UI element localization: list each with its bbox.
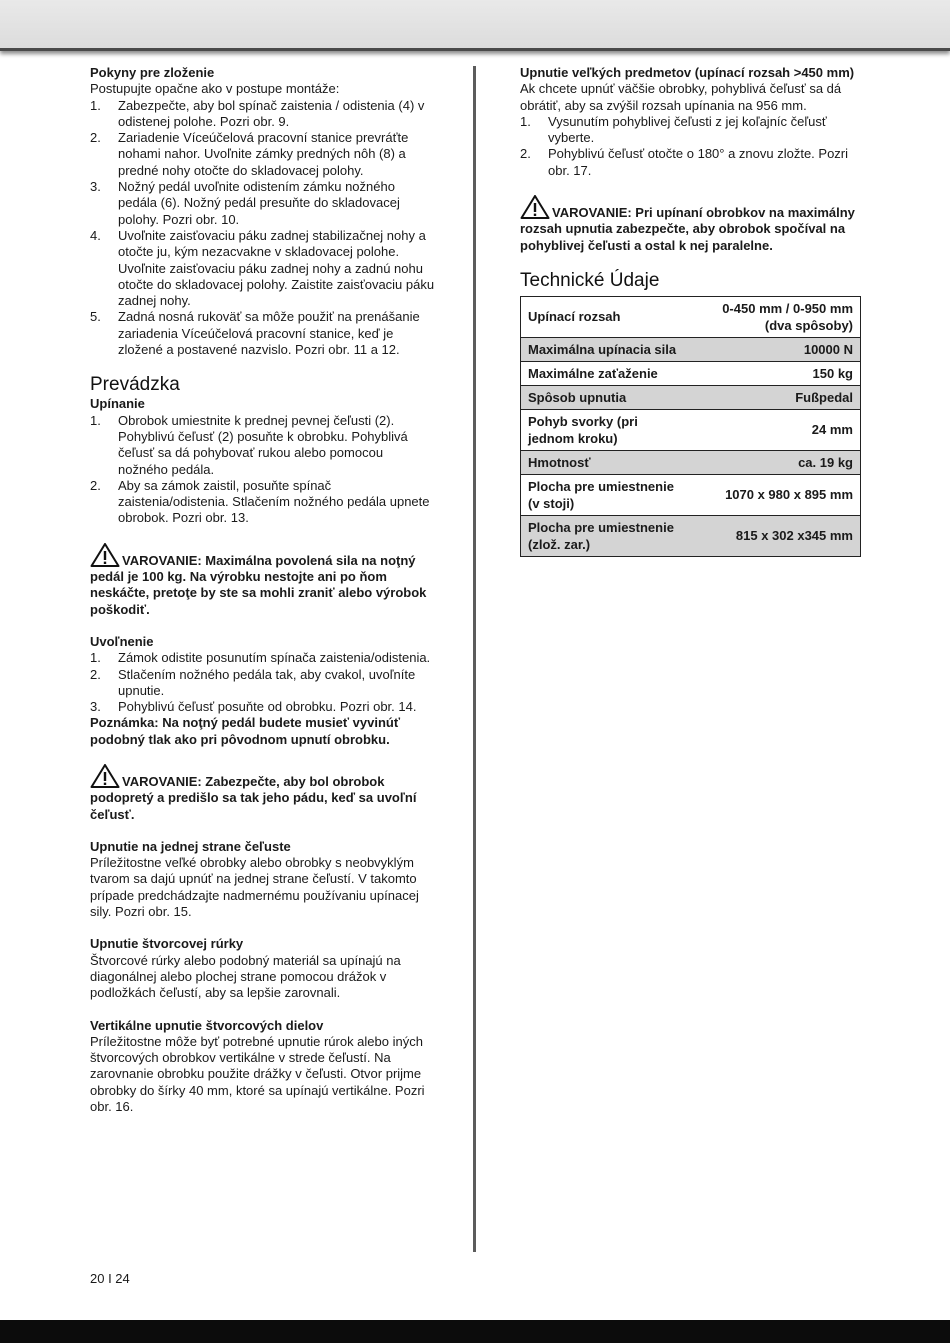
list-item-number: 3.	[90, 179, 101, 195]
assembly-intro: Postupujte opačne ako v postupe montáže:	[90, 81, 340, 97]
large-objects-heading: Upnutie veľkých predmetov (upínací rozsah >450 mm)	[520, 65, 855, 80]
list-item-text: Zariadenie Víceúčelová pracovní stanice prevráťte nohami nahor. Uvoľnite zámky predných nôh (8) a predné nohy otočte do skladovacej polohy.	[118, 130, 409, 178]
list-item-text: Zadná nosná rukoväť sa môže použiť na prenášanie zariadenia Víceúčelová pracovní stanice, keď je zložené a postavené nazvislo. Pozri obr. 11 a 12.	[118, 309, 420, 358]
spec-value: Fußpedal	[691, 385, 861, 409]
spec-row	[521, 474, 861, 515]
spec-label: Plocha pre umiestnenie (v stoji)	[521, 474, 692, 515]
list-item	[90, 228, 435, 309]
page-number: 20 I 24	[90, 1271, 130, 1286]
spec-label: Hmotnosť	[521, 450, 692, 474]
spec-label: Upínací rozsah	[521, 296, 692, 337]
list-item	[520, 146, 861, 179]
large-objects-steps	[520, 114, 861, 179]
list-item	[90, 309, 435, 358]
one-side-text: Príležitostne veľké obrobky alebo obrobky s neobvyklým tvarom sa dajú upnúť na jednej strane čeľustí. V takomto prípade predchádzajte nadmernému používaniu upínacej sily. Pozri obr. 15.	[90, 855, 419, 920]
spec-label: Spôsob upnutia	[521, 385, 692, 409]
spec-row	[521, 337, 861, 361]
list-item	[90, 130, 435, 179]
list-item	[90, 699, 435, 715]
list-item-number: 1.	[520, 113, 531, 129]
assembly-heading: Pokyny pre zloženie	[90, 65, 215, 80]
release-heading: Uvoľnenie	[90, 633, 154, 649]
bottom-bar	[0, 1320, 950, 1343]
release-note: Poznámka: Na noţný pedál budete musieť vyvinúť podobný tlak ako pri pôvodnom upnutí obrobku.	[90, 715, 401, 747]
spec-label: Pohyb svorky (pri jednom kroku)	[521, 409, 692, 450]
spec-value: 815 x 302 x345 mm	[691, 515, 861, 556]
vertical-heading: Vertikálne upnutie štvorcových dielov	[90, 1017, 324, 1033]
list-item	[520, 114, 861, 147]
list-item-number: 1.	[90, 650, 101, 666]
spec-row	[521, 385, 861, 409]
square-tube-heading: Upnutie štvorcovej rúrky	[90, 936, 244, 952]
warning-max-range	[520, 195, 861, 254]
release-steps	[90, 650, 435, 715]
warning-triangle-icon	[520, 195, 550, 219]
spec-value: 0-450 mm / 0-950 mm (dva spôsoby)	[691, 296, 861, 337]
spec-row	[521, 515, 861, 556]
warning-max-range-text: VAROVANIE: Pri upínaní obrobkov na maximálny rozsah upnutia zabezpečte, aby obrobok spočíval na pohyblivej čeľusti a ostal k nej paralelne.	[520, 205, 855, 253]
spec-label: Plocha pre umiestnenie (zlož. zar.)	[521, 515, 692, 556]
list-item-text: Zámok odistite posunutím spínača zaistenia/odistenia.	[118, 650, 431, 666]
top-header-bar	[0, 0, 950, 51]
list-item	[90, 667, 435, 700]
right-column	[520, 65, 861, 557]
square-tube-text: Štvorcové rúrky alebo podobný materiál sa upínajú na diagonálnej alebo plochej strane pomocou drážok v podložkách čeľustí, aby sa lepšie zarovnali.	[90, 952, 401, 1001]
one-side-heading: Upnutie na jednej strane čeľuste	[90, 838, 291, 854]
spec-row	[521, 409, 861, 450]
tech-data-heading: Technické Údaje	[520, 269, 660, 291]
spec-label: Maximálna upínacia sila	[521, 337, 692, 361]
warning-triangle-icon	[90, 764, 120, 788]
spec-value: 24 mm	[691, 409, 861, 450]
list-item-text: Vysunutím pohyblivej čeľusti z jej koľajníc čeľusť vyberte.	[548, 113, 827, 146]
spec-row	[521, 361, 861, 385]
list-item-text: Uvoľnite zaisťovaciu páku zadnej stabilizačnej nohy a otočte ju, kým nezacvakne v skladovacej polohe. Uvoľnite zaisťovaciu páku zadnej nohy a zadnú nohu otočte do skladovacej polohy. Zaistite zaisťovaciu páku zadnej nohy.	[118, 227, 435, 309]
spec-value: ca. 19 kg	[691, 450, 861, 474]
list-item-number: 4.	[90, 227, 101, 243]
list-item	[90, 179, 435, 228]
list-item-text: Pohyblivú čeľusť posuňte od obrobku. Pozri obr. 14.	[118, 699, 417, 715]
list-item-number: 5.	[90, 309, 101, 325]
spec-value: 1070 x 980 x 895 mm	[691, 474, 861, 515]
list-item-text: Obrobok umiestnite k prednej pevnej čeľusti (2). Pohyblivú čeľusť (2) posuňte k obrobku. Pohyblivá čeľusť sa dá pohybovať rukou alebo pomocou nožného pedála.	[118, 412, 408, 477]
list-item-number: 2.	[520, 146, 531, 162]
list-item	[90, 413, 435, 478]
column-divider	[473, 66, 476, 1252]
list-item-number: 2.	[90, 477, 101, 493]
clamping-steps	[90, 413, 435, 527]
list-item-text: Pohyblivú čeľusť otočte o 180° a znovu zložte. Pozri obr. 17.	[548, 146, 849, 178]
list-item	[90, 98, 435, 131]
operation-heading: Prevádzka	[90, 374, 180, 396]
warning-support-workpiece	[90, 764, 435, 823]
list-item	[90, 478, 435, 527]
warning-support-workpiece-text: VAROVANIE: Zabezpečte, aby bol obrobok podopretý a predišlo sa tak jeho pádu, keď sa uvoľní čeľusť.	[90, 773, 417, 822]
list-item-number: 2.	[90, 666, 101, 682]
spec-label: Maximálne zaťaženie	[521, 361, 692, 385]
list-item-number: 3.	[90, 699, 101, 715]
list-item	[90, 650, 435, 666]
list-item-text: Zabezpečte, aby bol spínač zaistenia / odistenia (4) v odistenej polohe. Pozri obr. 9.	[118, 97, 425, 129]
clamping-heading: Upínanie	[90, 396, 145, 412]
left-column	[90, 65, 435, 1115]
list-item-number: 1.	[90, 97, 101, 113]
spec-value: 150 kg	[691, 361, 861, 385]
list-item-text: Nožný pedál uvoľnite odistením zámku nožného pedála (6). Nožný pedál presuňte do skladovacej polohy. Pozri obr. 10.	[118, 179, 400, 227]
assembly-steps	[90, 98, 435, 359]
tech-specs-table	[520, 296, 861, 557]
list-item-text: Aby sa zámok zaistil, posuňte spínač zaistenia/odistenia. Stlačením nožného pedála upnete obrobok. Pozri obr. 13.	[118, 477, 430, 526]
warning-max-force	[90, 543, 435, 618]
spec-row	[521, 450, 861, 474]
spec-row	[521, 296, 861, 337]
list-item-text: Stlačením nožného pedála tak, aby cvakol, uvoľníte upnutie.	[118, 666, 416, 698]
list-item-number: 2.	[90, 130, 101, 146]
large-objects-intro: Ak chcete upnúť väčšie obrobky, pohyblivá čeľusť sa dá obrátiť, aby sa zvýšil rozsah upínania na 956 mm.	[520, 81, 842, 113]
spec-value: 10000 N	[691, 337, 861, 361]
vertical-text: Príležitostne môže byť potrebné upnutie rúrok alebo iných štvorcových obrobkov vertikálne v strede čeľustí. Na zarovnanie obrobku použite drážky v čeľusti. Otvor prijme obrobky do šírky 40 mm, ktoré sa upínajú vertikálne. Pozri obr. 16.	[90, 1033, 425, 1115]
warning-max-force-text: VAROVANIE: Maximálna povolená sila na noţný pedál je 100 kg. Na výrobku nestojte ani po ňom neskáčte, pretoţe by ste sa mohli zraniť alebo výrobok poškodiť.	[90, 552, 427, 617]
warning-triangle-icon	[90, 543, 120, 567]
list-item-number: 1.	[90, 412, 101, 428]
